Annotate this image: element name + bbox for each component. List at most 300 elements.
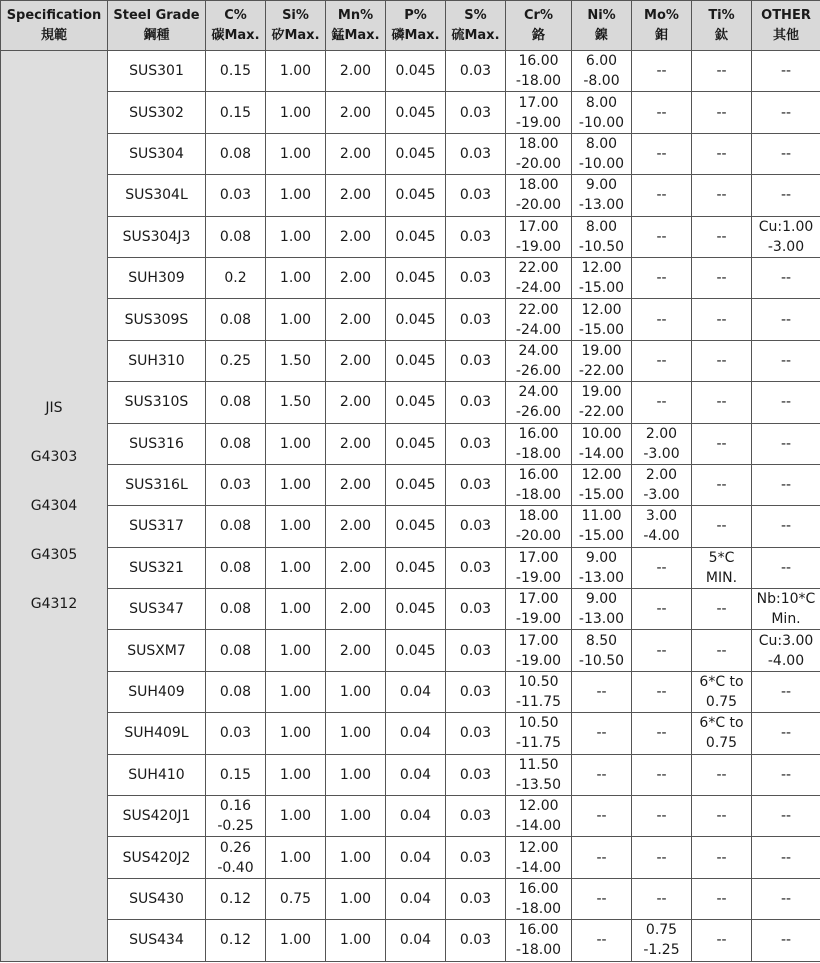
cell-value: 10.50 [518, 674, 559, 691]
cell-nickel [572, 257, 632, 298]
cell-value: -4.00 [643, 528, 680, 545]
cell-steel-grade: SUH409 [108, 671, 206, 712]
cell-chromium [506, 423, 572, 464]
cell-nickel [572, 630, 632, 671]
cell-carbon [206, 382, 266, 423]
header-manganese [326, 1, 386, 51]
cell-value: -- [716, 808, 727, 825]
cell-value: 12.00 [518, 839, 559, 856]
cell-steel-grade: SUS420J1 [108, 796, 206, 837]
cell-value: -- [716, 104, 727, 121]
cell-value: 0.15 [219, 63, 252, 80]
table-row [1, 216, 820, 257]
cell-value: -1.25 [643, 942, 680, 959]
cell-steel-grade: SUS304J3 [108, 216, 206, 257]
header-other [752, 1, 820, 51]
cell-nickel [572, 175, 632, 216]
table-row [1, 920, 820, 961]
cell-chromium [506, 133, 572, 174]
cell-value: -11.75 [515, 735, 562, 752]
cell-nickel [572, 920, 632, 961]
cell-value: 0.25 [219, 352, 252, 369]
cell-value: 9.00 [585, 591, 618, 608]
cell-value: -22.00 [578, 362, 625, 379]
table-row [1, 630, 820, 671]
cell-steel-grade: SUH310 [108, 340, 206, 381]
cell-nickel [572, 51, 632, 92]
cell-titanium [692, 464, 752, 505]
cell-carbon [206, 920, 266, 961]
cell-other [752, 257, 820, 298]
header-label: C% [224, 7, 247, 23]
cell-value: 0.08 [219, 435, 252, 452]
cell-value: 18.00 [518, 508, 559, 525]
header-silicon [266, 1, 326, 51]
cell-nickel [572, 837, 632, 878]
cell-titanium [692, 878, 752, 919]
cell-sulfur: 0.03 [446, 92, 506, 133]
cell-carbon [206, 589, 266, 630]
cell-sulfur: 0.03 [446, 630, 506, 671]
cell-titanium [692, 257, 752, 298]
cell-value: -- [780, 394, 792, 411]
cell-molybdenum [632, 51, 692, 92]
cell-sulfur: 0.03 [446, 713, 506, 754]
cell-molybdenum [632, 92, 692, 133]
cell-molybdenum [632, 257, 692, 298]
cell-value: -- [780, 891, 792, 907]
cell-silicon: 0.75 [266, 878, 326, 919]
header-label-zh: 碳Max. [211, 27, 260, 43]
header-molybdenum [632, 1, 692, 51]
cell-value: 16.00 [518, 881, 559, 897]
cell-sulfur: 0.03 [446, 837, 506, 878]
header-label-zh: 其他 [772, 27, 799, 43]
cell-titanium [692, 175, 752, 216]
cell-carbon [206, 796, 266, 837]
header-label-zh: 鋼種 [143, 27, 170, 43]
cell-other [752, 340, 820, 381]
header-label: Steel Grade [113, 7, 200, 23]
cell-value: Cu:1.00 [758, 218, 814, 235]
cell-nickel [572, 589, 632, 630]
cell-value: -13.00 [578, 569, 625, 586]
header-label-zh: 鈦 [714, 27, 728, 43]
cell-value: -- [596, 932, 607, 949]
header-label-zh: 錳Max. [331, 27, 380, 43]
cell-chromium [506, 299, 572, 340]
cell-value: 0.08 [219, 228, 252, 245]
cell-silicon: 1.50 [266, 340, 326, 381]
cell-silicon: 1.00 [266, 506, 326, 547]
cell-molybdenum [632, 671, 692, 712]
table-row [1, 713, 820, 754]
cell-chromium [506, 713, 572, 754]
cell-steel-grade: SUS321 [108, 547, 206, 588]
cell-value: -- [780, 849, 792, 866]
cell-value: -19.00 [515, 611, 562, 628]
cell-value: -18.00 [515, 942, 562, 959]
cell-silicon: 1.00 [266, 133, 326, 174]
cell-value: -- [716, 932, 727, 949]
cell-value: -13.50 [515, 776, 562, 793]
cell-nickel [572, 133, 632, 174]
cell-steel-grade: SUS301 [108, 51, 206, 92]
header-label-zh: 矽Max. [271, 27, 320, 43]
cell-value: -- [656, 228, 667, 245]
header-label-zh: 鉻 [531, 27, 545, 43]
cell-steel-grade: SUS310S [108, 382, 206, 423]
cell-value: 0.08 [219, 518, 252, 535]
cell-value: -13.00 [578, 197, 625, 214]
cell-value: -20.00 [515, 197, 562, 214]
cell-value: -- [716, 145, 727, 162]
cell-value: 16.00 [518, 425, 559, 442]
cell-value: -19.00 [515, 114, 562, 131]
header-carbon [206, 1, 266, 51]
cell-manganese: 2.00 [326, 506, 386, 547]
cell-sulfur: 0.03 [446, 878, 506, 919]
cell-value: -- [780, 270, 792, 287]
cell-other [752, 133, 820, 174]
header-label-zh: 規範 [40, 27, 67, 43]
cell-silicon: 1.00 [266, 547, 326, 588]
cell-phosphorus: 0.045 [386, 382, 446, 423]
cell-value: 17.00 [518, 549, 559, 566]
cell-silicon: 1.00 [266, 216, 326, 257]
cell-molybdenum [632, 796, 692, 837]
cell-value: -- [656, 766, 667, 783]
cell-nickel [572, 506, 632, 547]
header-label-zh: 磷Max. [391, 27, 440, 43]
cell-titanium [692, 216, 752, 257]
cell-value: 16.00 [518, 53, 559, 70]
cell-phosphorus: 0.045 [386, 51, 446, 92]
header-row [1, 1, 820, 51]
cell-titanium [692, 713, 752, 754]
cell-titanium [692, 506, 752, 547]
cell-value: -- [780, 311, 792, 328]
cell-silicon: 1.00 [266, 754, 326, 795]
cell-value: 0.03 [219, 187, 252, 204]
cell-molybdenum [632, 423, 692, 464]
cell-value: -18.00 [515, 445, 562, 462]
cell-phosphorus: 0.045 [386, 92, 446, 133]
cell-other [752, 506, 820, 547]
cell-value: -- [716, 352, 727, 369]
cell-value: 5*C [708, 549, 735, 566]
cell-value: 11.00 [581, 508, 622, 525]
header-label: Mn% [337, 7, 374, 23]
cell-value: -26.00 [515, 404, 562, 421]
table-body [1, 51, 820, 962]
cell-other [752, 754, 820, 795]
cell-phosphorus: 0.045 [386, 589, 446, 630]
cell-sulfur: 0.03 [446, 216, 506, 257]
cell-value: -- [780, 187, 792, 204]
cell-value: 17.00 [518, 218, 559, 235]
cell-titanium [692, 547, 752, 588]
cell-sulfur: 0.03 [446, 589, 506, 630]
cell-titanium [692, 671, 752, 712]
cell-silicon: 1.00 [266, 257, 326, 298]
cell-sulfur: 0.03 [446, 299, 506, 340]
cell-other [752, 630, 820, 671]
table-row [1, 837, 820, 878]
cell-molybdenum [632, 920, 692, 961]
cell-value: -- [656, 311, 667, 328]
cell-value: -- [656, 63, 667, 80]
cell-steel-grade: SUSXM7 [108, 630, 206, 671]
cell-value: -- [716, 601, 727, 618]
cell-value: -10.00 [578, 155, 625, 172]
header-label: Si% [282, 7, 309, 23]
cell-nickel [572, 464, 632, 505]
cell-chromium [506, 216, 572, 257]
cell-value: -- [656, 187, 667, 204]
cell-value: 24.00 [518, 342, 559, 359]
cell-steel-grade: SUS304 [108, 133, 206, 174]
cell-value: 12.00 [581, 467, 622, 484]
table-row [1, 796, 820, 837]
cell-carbon [206, 51, 266, 92]
cell-value: -- [656, 352, 667, 369]
table-row [1, 464, 820, 505]
cell-value: -- [596, 684, 607, 701]
cell-other [752, 713, 820, 754]
cell-value: -- [780, 766, 792, 783]
cell-molybdenum [632, 713, 692, 754]
cell-value: -- [716, 766, 727, 783]
cell-nickel [572, 713, 632, 754]
cell-value: -- [656, 145, 667, 162]
cell-value: -- [780, 684, 792, 701]
cell-titanium [692, 299, 752, 340]
cell-carbon [206, 878, 266, 919]
cell-phosphorus: 0.04 [386, 920, 446, 961]
header-label: P% [404, 7, 427, 23]
cell-chromium [506, 92, 572, 133]
specification-label: G4312 [30, 595, 78, 612]
cell-phosphorus: 0.045 [386, 133, 446, 174]
cell-value: 12.00 [581, 260, 622, 277]
cell-value: 11.50 [518, 756, 559, 773]
cell-chromium [506, 51, 572, 92]
cell-value: -18.00 [515, 487, 562, 504]
cell-carbon [206, 713, 266, 754]
cell-sulfur: 0.03 [446, 796, 506, 837]
cell-sulfur: 0.03 [446, 382, 506, 423]
cell-value: 0.15 [219, 766, 252, 783]
cell-value: -0.25 [217, 818, 254, 835]
cell-silicon: 1.00 [266, 51, 326, 92]
cell-value: 2.00 [645, 467, 678, 484]
cell-sulfur: 0.03 [446, 423, 506, 464]
cell-value: 0.08 [219, 311, 252, 328]
cell-value: -3.00 [767, 238, 805, 255]
header-steel-grade [108, 1, 206, 51]
table-row [1, 547, 820, 588]
cell-value: -- [780, 932, 792, 949]
cell-value: -- [656, 642, 667, 659]
cell-manganese: 1.00 [326, 713, 386, 754]
cell-value: -- [596, 766, 607, 783]
cell-silicon: 1.00 [266, 299, 326, 340]
table-row [1, 671, 820, 712]
cell-value: 0.08 [219, 601, 252, 618]
header-label: S% [464, 7, 487, 23]
cell-value: -- [656, 104, 667, 121]
cell-other [752, 382, 820, 423]
cell-other [752, 216, 820, 257]
cell-other [752, 51, 820, 92]
cell-titanium [692, 796, 752, 837]
cell-silicon: 1.50 [266, 382, 326, 423]
cell-chromium [506, 589, 572, 630]
cell-sulfur: 0.03 [446, 920, 506, 961]
cell-value: -11.75 [515, 694, 562, 711]
cell-manganese: 1.00 [326, 837, 386, 878]
header-label-zh: 鉬 [654, 27, 668, 43]
cell-value: 0.08 [219, 642, 252, 659]
cell-chromium [506, 878, 572, 919]
cell-value: -22.00 [578, 404, 625, 421]
table-row [1, 589, 820, 630]
cell-phosphorus: 0.04 [386, 837, 446, 878]
cell-value: -- [780, 518, 792, 535]
cell-value: 17.00 [518, 632, 559, 649]
cell-value: 0.12 [219, 891, 252, 907]
cell-titanium [692, 340, 752, 381]
cell-sulfur: 0.03 [446, 340, 506, 381]
table-row [1, 299, 820, 340]
cell-value: -- [780, 559, 792, 576]
cell-phosphorus: 0.045 [386, 175, 446, 216]
cell-molybdenum [632, 175, 692, 216]
cell-nickel [572, 671, 632, 712]
cell-steel-grade: SUS317 [108, 506, 206, 547]
cell-other [752, 299, 820, 340]
cell-chromium [506, 340, 572, 381]
cell-value: -10.50 [578, 652, 625, 669]
cell-value: 8.50 [585, 632, 618, 649]
cell-value: 3.00 [645, 508, 678, 525]
cell-sulfur: 0.03 [446, 547, 506, 588]
cell-value: 6*C to [699, 715, 744, 732]
header-label: Ni% [587, 7, 616, 23]
cell-molybdenum [632, 340, 692, 381]
cell-value: 0.03 [219, 477, 252, 494]
cell-carbon [206, 257, 266, 298]
cell-value: -10.50 [578, 238, 625, 255]
cell-value: -24.00 [515, 321, 562, 338]
cell-value: 12.00 [581, 301, 622, 318]
cell-value: 0.75 [705, 735, 738, 752]
cell-value: -3.00 [643, 487, 680, 504]
cell-steel-grade: SUS420J2 [108, 837, 206, 878]
cell-titanium [692, 133, 752, 174]
cell-steel-grade: SUS309S [108, 299, 206, 340]
cell-titanium [692, 589, 752, 630]
cell-carbon [206, 92, 266, 133]
cell-value: -- [716, 311, 727, 328]
header-label-zh: 硫Max. [451, 27, 500, 43]
cell-sulfur: 0.03 [446, 754, 506, 795]
cell-chromium [506, 382, 572, 423]
cell-sulfur: 0.03 [446, 257, 506, 298]
cell-value: -- [716, 63, 727, 80]
header-titanium [692, 1, 752, 51]
table-row [1, 175, 820, 216]
cell-value: -3.00 [643, 445, 680, 462]
cell-molybdenum [632, 754, 692, 795]
cell-molybdenum [632, 506, 692, 547]
cell-value: 6*C to [699, 674, 744, 691]
cell-value: -20.00 [515, 155, 562, 172]
cell-value: Min. [771, 611, 801, 628]
cell-value: 17.00 [518, 591, 559, 608]
cell-value: -- [716, 228, 727, 245]
cell-value: 0.12 [219, 932, 252, 949]
specification-label: G4305 [30, 546, 78, 563]
cell-value: 6.00 [585, 53, 618, 70]
cell-chromium [506, 257, 572, 298]
cell-phosphorus: 0.045 [386, 340, 446, 381]
cell-phosphorus: 0.04 [386, 754, 446, 795]
cell-other [752, 878, 820, 919]
cell-molybdenum [632, 589, 692, 630]
cell-silicon: 1.00 [266, 630, 326, 671]
cell-manganese: 2.00 [326, 464, 386, 505]
cell-value: -15.00 [578, 487, 625, 504]
cell-titanium [692, 423, 752, 464]
cell-value: -- [780, 435, 792, 452]
cell-sulfur: 0.03 [446, 51, 506, 92]
cell-steel-grade: SUH410 [108, 754, 206, 795]
cell-value: MIN. [705, 569, 738, 586]
cell-value: Nb:10*C [756, 591, 816, 608]
cell-steel-grade: SUS434 [108, 920, 206, 961]
cell-value: 0.08 [219, 684, 252, 701]
cell-value: 0.75 [645, 922, 678, 939]
header-label: Specification [6, 7, 102, 23]
cell-value: 10.50 [518, 715, 559, 732]
cell-chromium [506, 175, 572, 216]
table-row [1, 878, 820, 919]
cell-carbon [206, 754, 266, 795]
cell-other [752, 920, 820, 961]
cell-silicon: 1.00 [266, 837, 326, 878]
cell-value: -8.00 [583, 73, 620, 90]
cell-molybdenum [632, 878, 692, 919]
cell-manganese: 2.00 [326, 216, 386, 257]
cell-value: 2.00 [645, 425, 678, 442]
cell-value: -- [780, 63, 792, 80]
cell-other [752, 423, 820, 464]
cell-phosphorus: 0.04 [386, 713, 446, 754]
cell-nickel [572, 796, 632, 837]
table-row [1, 506, 820, 547]
cell-steel-grade: SUS302 [108, 92, 206, 133]
cell-value: -19.00 [515, 652, 562, 669]
header-label: Cr% [524, 7, 553, 23]
cell-value: 22.00 [518, 260, 559, 277]
cell-silicon: 1.00 [266, 589, 326, 630]
cell-silicon: 1.00 [266, 713, 326, 754]
cell-silicon: 1.00 [266, 920, 326, 961]
cell-other [752, 92, 820, 133]
cell-carbon [206, 837, 266, 878]
